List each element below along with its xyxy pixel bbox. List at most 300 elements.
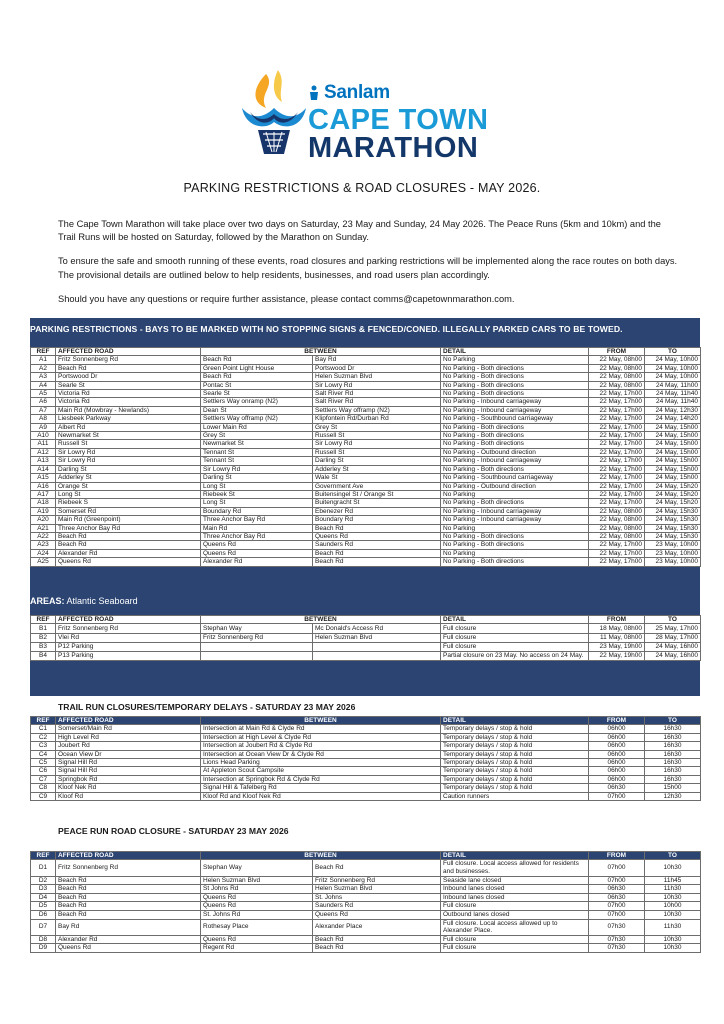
table-cell: 07h00 [589, 876, 645, 885]
table-cell: 15h00 [645, 784, 701, 792]
areas-table-body [31, 624, 701, 661]
table-cell: No Parking - Both directions [441, 558, 589, 566]
sanlam-drop-icon [308, 85, 320, 101]
table-cell: Victoria Rd [56, 390, 201, 398]
table-cell: 16h30 [645, 767, 701, 775]
table-row [31, 541, 701, 549]
table-cell [201, 642, 313, 651]
table-cell: B2 [31, 633, 56, 642]
trail-heading: TRAIL RUN CLOSURES/TEMPORARY DELAYS - SATURDAY 23 MAY 2026 [58, 702, 356, 712]
peace-table-body [31, 860, 701, 953]
table-cell: 07h00 [589, 792, 645, 800]
table-row [31, 490, 701, 498]
table-cell: A3 [31, 373, 56, 381]
table-cell: No Parking - Outbound direction [441, 448, 589, 456]
table-cell: B3 [31, 642, 56, 651]
table-cell: 24 May, 15h00 [645, 465, 701, 473]
table-cell: No Parking - Southbound carriageway [441, 474, 589, 482]
table-row [31, 356, 701, 364]
table-row [31, 910, 701, 919]
table-row [31, 944, 701, 953]
table-row [31, 549, 701, 557]
table-row [31, 440, 701, 448]
table-cell: A1 [31, 356, 56, 364]
table-cell: 07h30 [589, 944, 645, 953]
col-detail: DETAIL [441, 348, 589, 356]
table-cell: C8 [31, 784, 56, 792]
table-cell: D5 [31, 902, 56, 911]
table-cell: No Parking [441, 490, 589, 498]
table-cell: Riebeek St [201, 490, 313, 498]
flame-basket-icon [236, 68, 312, 162]
table-cell: No Parking - Both directions [441, 390, 589, 398]
table-row [31, 767, 701, 775]
col-between: BETWEEN [201, 717, 441, 725]
table-cell: 22 May, 08h00 [589, 356, 645, 364]
table-cell: 23 May, 10h00 [645, 549, 701, 557]
table-cell: D1 [31, 860, 56, 876]
table-cell: Kloof Rd [56, 792, 201, 800]
table-cell: Boundary Rd [313, 516, 441, 524]
table-row [31, 364, 701, 372]
table-cell: 22 May, 17h00 [589, 499, 645, 507]
table-cell: 23 May, 19h00 [589, 642, 645, 651]
table-cell: A4 [31, 381, 56, 389]
table-cell: A12 [31, 448, 56, 456]
table-cell: Intersection at Main Rd & Clyde Rd [201, 725, 441, 733]
peace-table [30, 851, 701, 953]
table-cell: 22 May, 17h00 [589, 423, 645, 431]
table-cell: Green Point Light House [201, 364, 313, 372]
table-cell: Temporary delays / stop & hold [441, 759, 589, 767]
table-row [31, 507, 701, 515]
table-cell: Three Anchor Bay Rd [56, 524, 201, 532]
table-cell: Beach Rd [56, 902, 201, 911]
table-row [31, 524, 701, 532]
table-cell: D9 [31, 944, 56, 953]
col-from: FROM [589, 717, 645, 725]
table-row [31, 398, 701, 406]
table-cell: Alexander Rd [56, 549, 201, 557]
table-cell: Darling St [201, 474, 313, 482]
table-cell: Grey St [201, 432, 313, 440]
col-between: BETWEEN [201, 348, 441, 356]
table-cell: Sir Lowry Rd [313, 440, 441, 448]
table-cell: Full closure [441, 902, 589, 911]
table-cell: A13 [31, 457, 56, 465]
table-cell: Newmarket St [56, 432, 201, 440]
table-cell: Riebeek S [56, 499, 201, 507]
col-affected-road: AFFECTED ROAD [56, 348, 201, 356]
cape-town-marathon-logo [236, 68, 496, 162]
table-cell: Vlei Rd [56, 633, 201, 642]
table-cell: 06h00 [589, 767, 645, 775]
table-cell: Beach Rd [56, 893, 201, 902]
table-cell: Beach Rd [56, 364, 201, 372]
table-cell: Ebenezer Rd [313, 507, 441, 515]
table-cell: Fritz Sonnenberg Rd [313, 876, 441, 885]
table-cell: A8 [31, 415, 56, 423]
table-cell: Salt River Rd [313, 390, 441, 398]
table-row [31, 792, 701, 800]
table-row [31, 390, 701, 398]
table-cell: A20 [31, 516, 56, 524]
table-cell: 24 May, 15h00 [645, 457, 701, 465]
table-cell: 22 May, 08h00 [589, 373, 645, 381]
table-cell: Buitensingel St / Orange St [313, 490, 441, 498]
col-affected-road: AFFECTED ROAD [56, 717, 201, 725]
table-cell: 24 May, 10h00 [645, 364, 701, 372]
table-cell: Long St [56, 490, 201, 498]
col-between: BETWEEN [201, 616, 441, 624]
parking-table-header [31, 348, 701, 356]
table-cell: Sir Lowry Rd [313, 381, 441, 389]
table-cell: Sir Lowry Rd [201, 465, 313, 473]
col-ref: REF [31, 348, 56, 356]
table-cell: No Parking - Both directions [441, 541, 589, 549]
table-cell [313, 642, 441, 651]
logo-line-marathon: MARATHON [308, 132, 479, 164]
table-cell: Main Rd [201, 524, 313, 532]
table-cell: 24 May, 15h30 [645, 516, 701, 524]
table-cell: 24 May, 15h30 [645, 532, 701, 540]
table-cell: Full closure. Local access allowed up to Alexander Place. [441, 919, 589, 935]
table-cell: 22 May, 17h00 [589, 390, 645, 398]
table-row [31, 448, 701, 456]
table-cell: A7 [31, 406, 56, 414]
table-cell: Beach Rd [313, 524, 441, 532]
table-cell: Salt River Rd [313, 398, 441, 406]
table-cell: Fritz Sonnenberg Rd [56, 356, 201, 364]
table-cell: Somerset/Main Rd [56, 725, 201, 733]
table-row [31, 725, 701, 733]
table-cell: 10h30 [645, 944, 701, 953]
table-cell: Temporary delays / stop & hold [441, 775, 589, 783]
table-cell: Victoria Rd [56, 398, 201, 406]
col-affected-road: AFFECTED ROAD [56, 616, 201, 624]
table-cell: Signal Hill & Tafelberg Rd [201, 784, 441, 792]
table-cell: High Level Rd [56, 733, 201, 741]
table-cell: 22 May, 17h00 [589, 490, 645, 498]
table-cell: Orange St [56, 482, 201, 490]
table-cell: Main Rd (Mowbray - Newlands) [56, 406, 201, 414]
table-cell: No Parking - Inbound carriageway [441, 406, 589, 414]
table-cell: Sir Lowry Rd [56, 448, 201, 456]
table-cell: Rothesay Place [201, 919, 313, 935]
table-cell: 24 May, 10h00 [645, 356, 701, 364]
parking-table [30, 347, 701, 567]
trail-table-header [31, 717, 701, 725]
col-affected-road: AFFECTED ROAD [56, 852, 201, 860]
table-cell: 10h30 [645, 860, 701, 876]
table-cell: 22 May, 17h00 [589, 541, 645, 549]
table-cell: B1 [31, 624, 56, 633]
table-cell: No Parking - Southbound carriageway [441, 415, 589, 423]
table-cell: 10h30 [645, 935, 701, 944]
table-cell: Seaside lane closed [441, 876, 589, 885]
table-row [31, 860, 701, 876]
table-cell: Adderley St [313, 465, 441, 473]
table-row [31, 624, 701, 633]
table-cell: 06h00 [589, 750, 645, 758]
table-row [31, 465, 701, 473]
table-cell: Grey St [313, 423, 441, 431]
table-cell: 22 May, 08h00 [589, 516, 645, 524]
table-row [31, 432, 701, 440]
table-cell: Government Ave [313, 482, 441, 490]
table-cell: Fritz Sonnenberg Rd [56, 624, 201, 633]
table-cell: Inbound lanes closed [441, 885, 589, 894]
table-cell: C5 [31, 759, 56, 767]
table-cell: Signal Hill Rd [56, 759, 201, 767]
table-row [31, 516, 701, 524]
intro-paragraph: To ensure the safe and smooth running of these events, road closures and parking restrictions will be implemented along the race routes on both days. The provisional details are outlined below to help residents, businesses, and road users plan accordingly. [58, 256, 678, 280]
table-cell: A10 [31, 432, 56, 440]
table-cell: P13 Parking [56, 651, 201, 660]
table-cell: D7 [31, 919, 56, 935]
table-cell: Queens Rd [313, 910, 441, 919]
table-row [31, 482, 701, 490]
table-cell: Darling St [313, 457, 441, 465]
table-cell: Searle St [56, 381, 201, 389]
table-cell: D3 [31, 885, 56, 894]
table-cell: 06h30 [589, 885, 645, 894]
table-cell: 24 May, 15h20 [645, 490, 701, 498]
table-cell: C4 [31, 750, 56, 758]
table-cell: Beach Rd [313, 935, 441, 944]
table-cell: C9 [31, 792, 56, 800]
table-cell: 22 May, 17h00 [589, 448, 645, 456]
table-cell: 16h30 [645, 725, 701, 733]
table-cell: Newmarket St [201, 440, 313, 448]
table-row [31, 457, 701, 465]
table-cell: 24 May, 15h30 [645, 524, 701, 532]
table-cell: Beach Rd [56, 885, 201, 894]
col-detail: DETAIL [441, 616, 589, 624]
table-cell: 24 May, 16h00 [645, 651, 701, 660]
table-cell: Mc Donald's Access Rd [313, 624, 441, 633]
table-cell: 22 May, 17h00 [589, 474, 645, 482]
table-cell: Lower Main Rd [201, 423, 313, 431]
parking-table-body [31, 356, 701, 566]
table-cell: A9 [31, 423, 56, 431]
areas-table-header [31, 616, 701, 624]
table-cell: No Parking - Both directions [441, 364, 589, 372]
table-row [31, 893, 701, 902]
table-cell: 18 May, 08h00 [589, 624, 645, 633]
table-cell: Bay Rd [313, 356, 441, 364]
col-ref: REF [31, 852, 56, 860]
table-cell: 06h30 [589, 784, 645, 792]
areas-heading [30, 596, 138, 606]
table-cell: Albert Rd [56, 423, 201, 431]
table-cell: A21 [31, 524, 56, 532]
table-cell: 24 May, 15h20 [645, 499, 701, 507]
table-cell: Temporary delays / stop & hold [441, 767, 589, 775]
table-cell: A24 [31, 549, 56, 557]
table-cell: Helen Suzman Blvd [313, 885, 441, 894]
page-title: PARKING RESTRICTIONS & ROAD CLOSURES - MAY 2026. [183, 181, 541, 195]
table-row [31, 935, 701, 944]
table-cell: 10h30 [645, 910, 701, 919]
table-cell: 24 May, 15h00 [645, 432, 701, 440]
table-cell: Searle St [201, 390, 313, 398]
table-cell: 22 May, 08h00 [589, 524, 645, 532]
table-cell: Beach Rd [56, 532, 201, 540]
table-cell: Saunders Rd [313, 541, 441, 549]
intro-paragraph: The Cape Town Marathon will take place over two days on Saturday, 23 May and Sunday, 24 May 2026. The Peace Runs (5km and 10km) and the Trail Runs will be hosted on Saturday, followed by the Marathon on Sunday. [58, 219, 661, 243]
table-cell: 24 May, 15h00 [645, 440, 701, 448]
table-cell: Intersection at Joubert Rd & Clyde Rd [201, 742, 441, 750]
table-cell: 24 May, 11h40 [645, 398, 701, 406]
table-cell: Main Rd (Greenpoint) [56, 516, 201, 524]
table-row [31, 885, 701, 894]
table-row [31, 902, 701, 911]
table-cell: 11 May, 08h00 [589, 633, 645, 642]
table-cell: 24 May, 15h00 [645, 448, 701, 456]
table-row [31, 919, 701, 935]
table-cell: 10h00 [645, 902, 701, 911]
col-ref: REF [31, 717, 56, 725]
table-cell: No Parking - Inbound carriageway [441, 507, 589, 515]
table-row [31, 415, 701, 423]
table-cell: Partial closure on 23 May. No access on 24 May. [441, 651, 589, 660]
table-cell: Temporary delays / stop & hold [441, 742, 589, 750]
table-cell: Full closure [441, 642, 589, 651]
table-row [31, 558, 701, 566]
table-cell: Queens Rd [201, 902, 313, 911]
table-cell: 22 May, 17h00 [589, 457, 645, 465]
table-cell: No Parking [441, 356, 589, 364]
table-cell: 24 May, 15h00 [645, 474, 701, 482]
col-from: FROM [589, 348, 645, 356]
table-cell: A2 [31, 364, 56, 372]
table-cell: 22 May, 17h00 [589, 558, 645, 566]
table-cell: Full closure [441, 624, 589, 633]
table-cell: Queens Rd [201, 541, 313, 549]
table-cell: 22 May, 19h00 [589, 651, 645, 660]
table-row [31, 733, 701, 741]
table-row [31, 373, 701, 381]
col-to: TO [645, 717, 701, 725]
table-cell: A23 [31, 541, 56, 549]
table-cell: P12 Parking [56, 642, 201, 651]
table-cell: A22 [31, 532, 56, 540]
table-cell: Queens Rd [56, 944, 201, 953]
table-cell: 23 May, 10h00 [645, 558, 701, 566]
table-cell: Beach Rd [201, 356, 313, 364]
table-row [31, 532, 701, 540]
table-cell: 22 May, 08h00 [589, 507, 645, 515]
table-cell: Darling St [56, 465, 201, 473]
table-cell: 07h00 [589, 902, 645, 911]
table-cell: Settlers Way offramp (N2) [201, 415, 313, 423]
areas-name: Atlantic Seaboard [66, 596, 138, 606]
table-cell: Somerset Rd [56, 507, 201, 515]
table-cell: Russell St [313, 448, 441, 456]
table-row [31, 750, 701, 758]
table-cell: C3 [31, 742, 56, 750]
table-cell: 16h30 [645, 733, 701, 741]
table-cell: Stephan Way [201, 624, 313, 633]
table-cell: 10h30 [645, 893, 701, 902]
table-cell: Queens Rd [313, 532, 441, 540]
table-cell: Temporary delays / stop & hold [441, 750, 589, 758]
table-cell: A17 [31, 490, 56, 498]
table-cell: 28 May, 17h00 [645, 633, 701, 642]
table-cell: No Parking - Both directions [441, 532, 589, 540]
table-cell: Outbound lanes closed [441, 910, 589, 919]
table-cell: Liesbeek Parkway [56, 415, 201, 423]
table-cell: Three Anchor Bay Rd [201, 516, 313, 524]
table-cell [201, 651, 313, 660]
table-cell: 24 May, 15h30 [645, 507, 701, 515]
col-between: BETWEEN [201, 852, 441, 860]
table-cell: 22 May, 17h00 [589, 415, 645, 423]
table-cell: C2 [31, 733, 56, 741]
table-row [31, 642, 701, 651]
table-cell: 24 May, 14h20 [645, 415, 701, 423]
table-cell [313, 651, 441, 660]
peace-table-header [31, 852, 701, 860]
table-cell: Sir Lowry Rd [56, 457, 201, 465]
table-cell: Portswood Dr [56, 373, 201, 381]
table-cell: No Parking - Both directions [441, 465, 589, 473]
table-cell: Caution runners [441, 792, 589, 800]
table-cell: Bay Rd [56, 919, 201, 935]
table-row [31, 499, 701, 507]
table-cell: Signal Hill Rd [56, 767, 201, 775]
table-cell: Fritz Sonnenberg Rd [201, 633, 313, 642]
table-cell: D4 [31, 893, 56, 902]
table-cell: Beach Rd [313, 944, 441, 953]
logo-line-cape-town: CAPE TOWN [308, 104, 489, 136]
table-cell: Beach Rd [313, 549, 441, 557]
col-from: FROM [589, 852, 645, 860]
table-cell: Queens Rd [56, 558, 201, 566]
table-cell: St. Johns [313, 893, 441, 902]
table-cell: Temporary delays / stop & hold [441, 733, 589, 741]
table-cell: St Johns Rd [201, 885, 313, 894]
table-row [31, 759, 701, 767]
table-cell: Buitengracht St [313, 499, 441, 507]
table-cell: 24 May, 11h00 [645, 381, 701, 389]
table-cell: Alexander Place [313, 919, 441, 935]
table-cell: Intersection at Springbok Rd & Clyde Rd [201, 775, 441, 783]
intro-paragraph: Should you have any questions or require further assistance, please contact comms@capetownmarathon.com. [58, 293, 515, 304]
table-cell: 22 May, 17h00 [589, 398, 645, 406]
table-cell: 11h30 [645, 885, 701, 894]
table-cell: Russell St [56, 440, 201, 448]
table-cell: A15 [31, 474, 56, 482]
table-cell: Fritz Sonnenberg Rd [56, 860, 201, 876]
table-row [31, 876, 701, 885]
table-cell: Kloof Nek Rd [56, 784, 201, 792]
table-row [31, 406, 701, 414]
table-cell: No Parking - Inbound carriageway [441, 516, 589, 524]
table-cell: Tennant St [201, 448, 313, 456]
table-cell: 24 May, 16h00 [645, 642, 701, 651]
table-cell: D6 [31, 910, 56, 919]
table-cell: Full closure [441, 944, 589, 953]
table-cell: A6 [31, 398, 56, 406]
table-row [31, 633, 701, 642]
table-cell: No Parking - Both directions [441, 423, 589, 431]
table-cell: Dean St [201, 406, 313, 414]
col-ref: REF [31, 616, 56, 624]
col-to: TO [645, 348, 701, 356]
table-row [31, 651, 701, 660]
